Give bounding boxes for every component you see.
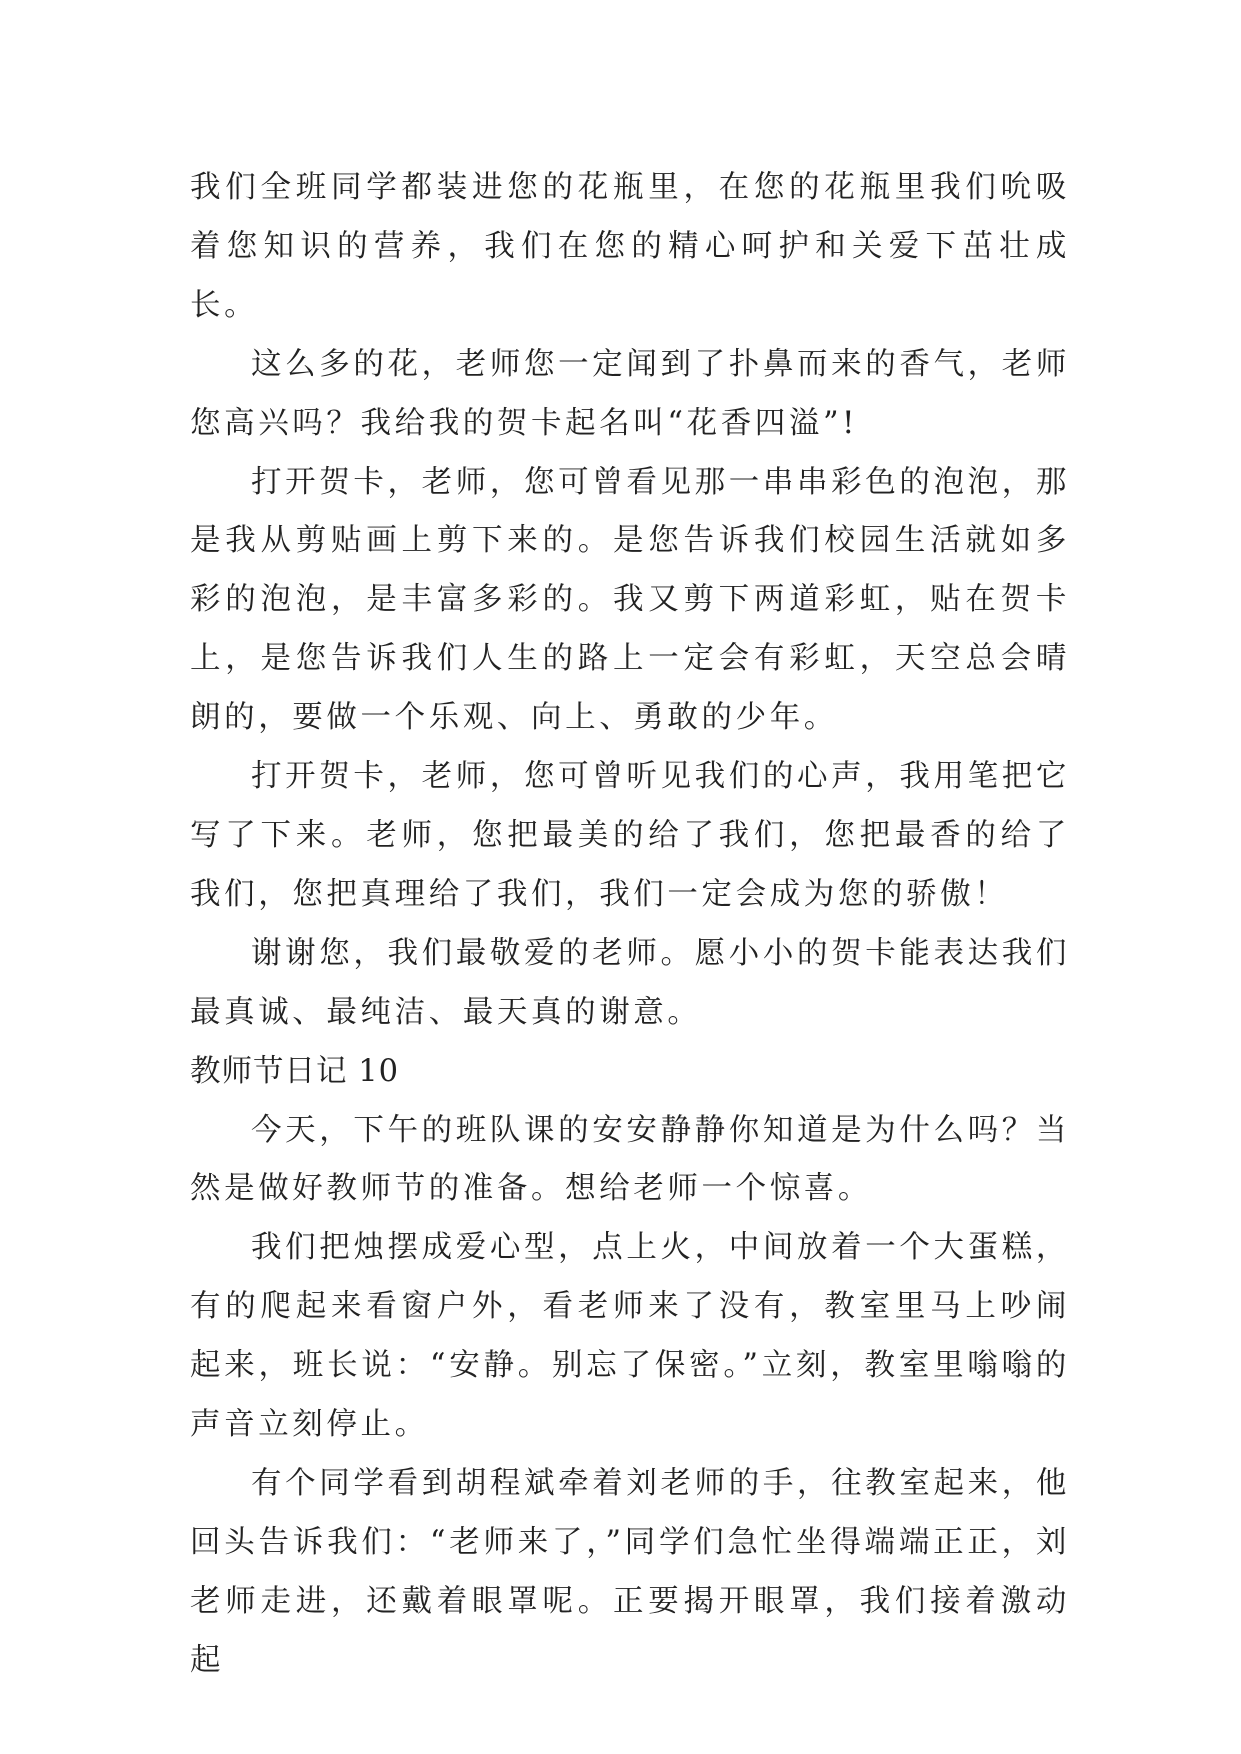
paragraph: 谢谢您，我们最敬爱的老师。愿小小的贺卡能表达我们最真诚、最纯洁、最天真的谢意。 xyxy=(190,935,1070,1030)
paragraph: 我们全班同学都装进您的花瓶里，在您的花瓶里我们吮吸着您知识的营养，我们在您的精心呵护和关爱下茁壮成长。 xyxy=(190,170,1070,323)
section-heading: 教师节日记 10 xyxy=(190,1053,400,1089)
paragraph: 我们把烛摆成爱心型，点上火，中间放着一个大蛋糕，有的爬起来看窗户外，看老师来了没有，教室里马上吵闹起来，班长说：“安静。别忘了保密。”立刻，教室里嗡嗡的声音立刻停止。 xyxy=(190,1230,1070,1443)
document-body xyxy=(190,159,1070,1691)
paragraph: 打开贺卡，老师，您可曾听见我们的心声，我用笔把它写了下来。老师，您把最美的给了我们，您把最香的给了我们，您把真理给了我们，我们一定会成为您的骄傲！ xyxy=(190,759,1070,912)
paragraph: 打开贺卡，老师，您可曾看见那一串串彩色的泡泡，那是我从剪贴画上剪下来的。是您告诉我们校园生活就如多彩的泡泡，是丰富多彩的。我又剪下两道彩虹，贴在贺卡上，是您告诉我们人生的路上一定会有彩虹，天空总会晴朗的，要做一个乐观、向上、勇敢的少年。 xyxy=(190,464,1070,736)
paragraph: 今天，下午的班队课的安安静静你知道是为什么吗？当然是做好教师节的准备。想给老师一个惊喜。 xyxy=(190,1112,1070,1207)
paragraph: 有个同学看到胡程斌牵着刘老师的手，往教室起来，他回头告诉我们：“老师来了，”同学们急忙坐得端端正正，刘老师走进，还戴着眼罩呢。正要揭开眼罩，我们接着激动起 xyxy=(190,1465,1070,1678)
paragraph: 这么多的花，老师您一定闻到了扑鼻而来的香气，老师您高兴吗？我给我的贺卡起名叫“花香四溢”! xyxy=(190,346,1070,441)
